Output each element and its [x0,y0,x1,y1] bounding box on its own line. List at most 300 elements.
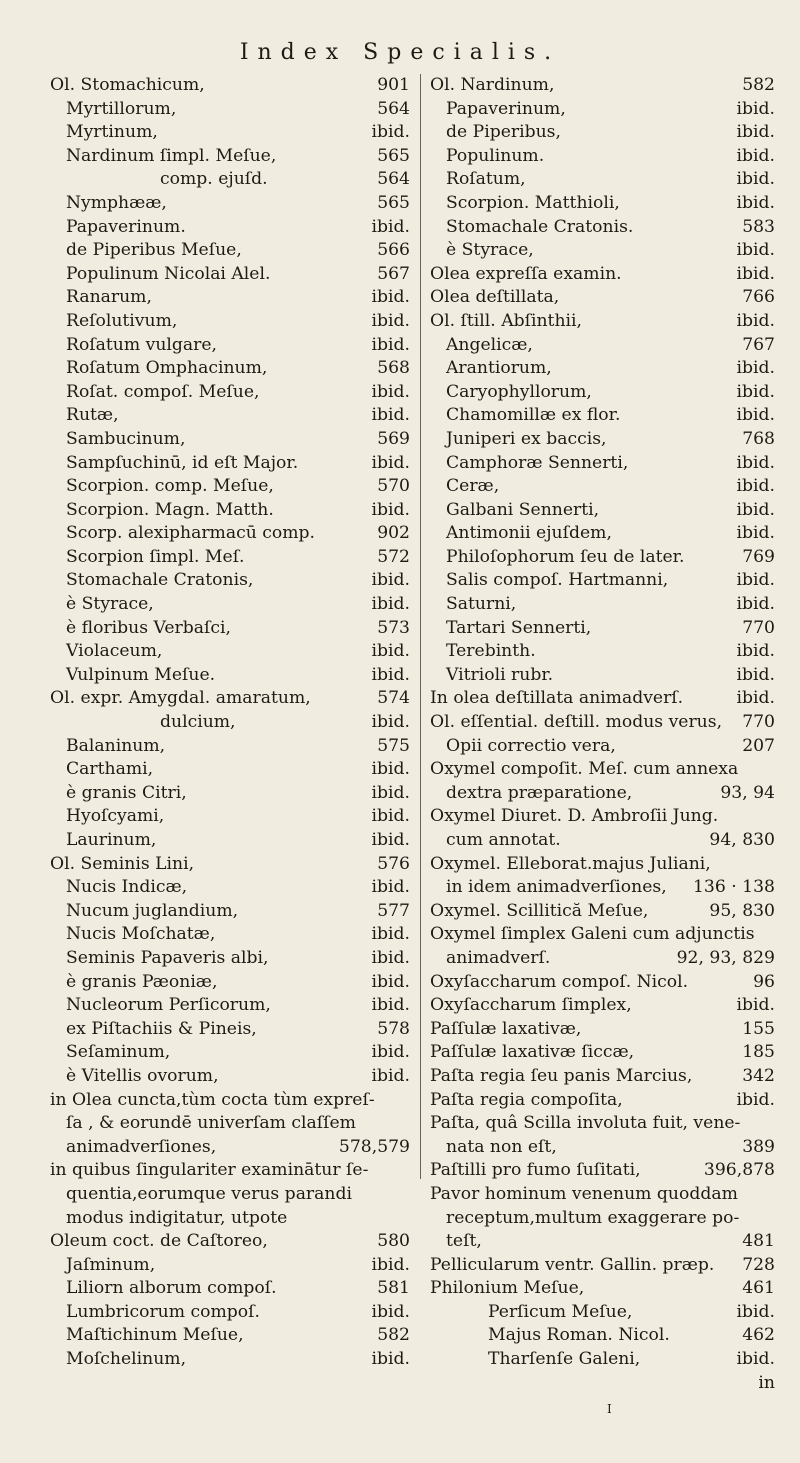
entry-line [430,1207,775,1231]
index-entry [50,593,410,617]
index-entry [430,1254,775,1278]
page-ref: 578,579 [338,1136,410,1157]
index-column-left [50,74,410,1372]
index-column-right [430,74,775,1395]
page-ref: ibid. [736,523,775,544]
index-entry [50,1301,410,1325]
entry-text: cum annotat. [446,830,561,850]
index-entry [430,404,775,428]
entry-name: Chamomillæ ex flor. [446,405,621,426]
index-entry [50,1230,410,1254]
page-ref: ibid. [736,641,775,662]
index-entry [430,1089,775,1113]
entry-name: Oxymel. Scillitică Meſue, [430,900,649,921]
index-entry [50,428,410,452]
page-ref: ibid. [371,924,410,945]
index-entry [50,168,410,192]
index-entry [50,286,410,310]
entry-name: Juniperi ex baccis, [446,428,607,449]
index-entry [50,192,410,216]
page-ref: 569 [377,428,410,449]
page-ref: 566 [377,240,410,261]
page-ref: ibid. [736,476,775,497]
entry-text: teſt, [446,1231,482,1252]
index-entry-multiline [430,1183,775,1254]
entry-name: Rutæ, [66,405,119,426]
page-ref: 564 [377,169,410,190]
entry-name [430,1372,540,1396]
page-ref: 768 [742,428,775,449]
entry-text: Paſta, quâ Scilla involuta fuit, vene- [430,1113,741,1134]
page-ref: ibid. [371,712,410,733]
index-entry [50,664,410,688]
entry-line [430,1230,775,1254]
page-ref: 570 [377,476,410,497]
page-ref: 728 [742,1254,775,1275]
index-entry [50,74,410,98]
entry-text: animadverſiones, [66,1136,217,1157]
entry-name: Antimonii ejuſdem, [446,523,612,544]
page-ref: 582 [377,1325,410,1346]
entry-name: Ol. Seminis Lini, [50,853,195,874]
index-entry [50,923,410,947]
entry-text: Oxymel. Elleborat.majus Juliani, [430,853,711,874]
entry-name: è Vitellis ovorum, [66,1065,219,1086]
index-entry [430,1372,775,1396]
page-ref: 396,878 [703,1160,775,1181]
page-ref: ibid. [371,806,410,827]
entry-name: dulcium, [160,712,236,733]
entry-name: Lumbricorum compoſ. [66,1301,260,1322]
entry-line [430,1112,775,1136]
page-ref: ibid. [736,570,775,591]
entry-line [50,1159,410,1183]
index-entry [50,782,410,806]
entry-name: Populinum. [446,145,545,166]
index-entry [430,735,775,759]
index-entry [430,310,775,334]
page-ref: ibid. [371,877,410,898]
entry-name: Oxyſaccharum compoſ. Nicol. [430,971,689,992]
page-ref: ibid. [371,782,410,803]
page-ref: ibid. [736,122,775,143]
entry-name: Olea expreſſa examin. [430,263,622,284]
index-entry [50,711,410,735]
entry-name: Maſtichinum Meſue, [66,1325,244,1346]
index-entry [430,381,775,405]
page-ref: 573 [377,617,410,638]
index-entry [430,121,775,145]
page-ref: ibid. [371,1254,410,1275]
column-divider [420,74,421,1179]
index-entry [430,1301,775,1325]
entry-name: Papaverinum, [446,98,566,119]
entry-name: Jaſminum, [66,1254,156,1275]
index-entry [50,876,410,900]
index-entry [50,900,410,924]
page-ref: ibid. [736,169,775,190]
page-ref: 581 [377,1278,410,1299]
page-ref: ibid. [371,1042,410,1063]
entry-name: Ceræ, [446,476,500,497]
index-entry [430,334,775,358]
entry-name: In olea deſtillata animadverſ. [430,688,684,709]
entry-name: Galbani Sennerti, [446,499,600,520]
entry-name: Ol. Nardinum, [430,75,555,95]
entry-name: Saturni, [446,594,517,615]
index-entry [50,971,410,995]
page-ref: ibid. [736,594,775,615]
entry-name: Oleum coct. de Caſtoreo, [50,1231,268,1252]
index-entry [50,758,410,782]
page-ref: ibid. [736,664,775,685]
page-ref: 575 [377,735,410,756]
index-entry [430,569,775,593]
page-ref: 462 [742,1325,775,1346]
index-entry [430,522,775,546]
entry-name: de Piperibus, [446,122,561,143]
index-entry [430,475,775,499]
index-entry-multiline [50,1089,410,1160]
page-ref: 901 [377,75,410,95]
entry-name: Nucleorum Perſicorum, [66,995,271,1016]
page-ref: ibid. [371,381,410,402]
entry-text: dextra præparatione, [446,782,633,803]
page-ref: 572 [377,546,410,567]
entry-name: Carthami, [66,759,154,780]
entry-line [430,947,775,971]
index-entry [50,263,410,287]
entry-line [430,1183,775,1207]
page-ref: 481 [742,1231,775,1252]
page-ref: 769 [742,546,775,567]
index-entry [50,1254,410,1278]
entry-name: Balaninum, [66,735,166,756]
entry-name: Nucum juglandium, [66,900,239,921]
entry-line [50,1089,410,1113]
index-entry [430,239,775,263]
page-ref: ibid. [736,1301,775,1322]
page-ref: 342 [742,1065,775,1086]
index-entry [50,357,410,381]
entry-name: Papaverinum. [66,216,186,237]
index-entry [430,192,775,216]
page-ref: ibid. [371,995,410,1016]
page-ref: 583 [742,216,775,237]
entry-line [430,1136,775,1160]
index-entry [50,947,410,971]
index-entry [430,98,775,122]
entry-name: Roſatum vulgare, [66,334,218,355]
page-title: Index Specialis. [239,40,561,65]
entry-name: Scorp. alexipharmacū comp. [66,523,315,544]
index-entry [430,145,775,169]
entry-name: Paſſulæ laxativæ ſiccæ, [430,1042,635,1063]
page-ref: ibid. [371,287,410,308]
page-ref: 567 [377,263,410,284]
index-entry [50,381,410,405]
index-entry [50,1018,410,1042]
page-ref: 770 [742,617,775,638]
index-entry [430,428,775,452]
entry-line [50,1183,410,1207]
page-ref: ibid. [736,1089,775,1110]
entry-name: Ol. expr. Amygdal. amaratum, [50,688,311,709]
entry-name: Majus Roman. Nicol. [488,1325,670,1346]
entry-name: Liliorn alborum compoſ. [66,1278,277,1299]
entry-line [430,829,775,853]
page-ref: ibid. [736,405,775,426]
index-entry [430,546,775,570]
entry-name: Stomachale Cratonis. [446,216,634,237]
index-entry [50,522,410,546]
entry-name: Nucis Indicæ, [66,877,188,898]
entry-name: Moſchelinum, [66,1349,187,1370]
page-ref: ibid. [371,570,410,591]
page-ref: 565 [377,145,410,166]
page-ref: ibid. [371,759,410,780]
index-entry-multiline [430,805,775,852]
page-ref: ibid. [736,310,775,331]
index-entry-multiline [430,853,775,900]
page-ref: 577 [377,900,410,921]
entry-text: Pavor hominum venenum quoddam [430,1183,738,1204]
page-ref: 93, 94 [720,782,775,803]
index-entry [430,711,775,735]
entry-name: Olea deſtillata, [430,287,560,308]
entry-line [430,923,775,947]
page-ref: ibid. [371,216,410,237]
index-entry [50,1324,410,1348]
index-entry [430,216,775,240]
entry-name: Paſtilli pro fumo ſuſitati, [430,1160,641,1181]
page-ref: ibid. [736,240,775,261]
entry-name: Laurinum, [66,830,157,850]
index-entry [50,617,410,641]
entry-name: Vitrioli rubr. [446,664,554,685]
entry-name: Seſaminum, [66,1042,171,1063]
page-ref: ibid. [371,664,410,685]
page-ref: ibid. [736,263,775,284]
index-entry [50,735,410,759]
page-ref: 564 [377,98,410,119]
page-ref: ibid. [371,1065,410,1086]
entry-name: Sambucinum, [66,428,186,449]
index-entry [50,805,410,829]
index-entry [430,617,775,641]
entry-text: in Olea cuncta,tùm cocta tùm expreſ- [50,1089,375,1110]
entry-name: Ranarum, [66,287,152,308]
page-ref: 767 [742,334,775,355]
page-ref: in [758,1372,775,1393]
index-entry [430,900,775,924]
entry-text: Oxymel Diuret. D. Ambroſii Jung. [430,806,719,827]
index-entry [50,1348,410,1372]
page-ref: ibid. [736,358,775,379]
page-ref: ibid. [736,192,775,213]
index-entry [50,499,410,523]
entry-name: Oxyſaccharum ſimplex, [430,995,632,1016]
entry-text: quentia,eorumque verus parandi [66,1183,352,1204]
page-ref: 568 [377,358,410,379]
entry-text: in quibus ſingulariter examinātur ſe- [50,1160,369,1181]
entry-name: Philonium Meſue, [430,1278,585,1299]
entry-name: Tartari Sennerti, [446,617,592,638]
entry-name: Roſatum, [446,169,526,190]
entry-name: Pellicularum ventr. Gallin. præp. [430,1254,715,1275]
page-ref: ibid. [371,122,410,143]
entry-name: Paſta regia compoſita, [430,1089,623,1110]
page-ref: ibid. [371,971,410,992]
index-entry [430,687,775,711]
entry-name: è granis Pæoniæ, [66,971,218,992]
entry-name: Hyoſcyami, [66,806,165,827]
page-ref: ibid. [736,452,775,473]
entry-name: Roſatum Omphacinum, [66,358,268,379]
page-ref: 580 [377,1231,410,1252]
entry-name: Scorpion. Magn. Matth. [66,499,274,520]
entry-name: Opii correctio vera, [446,735,616,756]
index-entry [50,687,410,711]
page-footer-mark: I [607,1402,612,1416]
index-entry [50,145,410,169]
page-ref: ibid. [371,1301,410,1322]
index-entry [430,640,775,664]
index-entry [50,216,410,240]
entry-name: Angelicæ, [446,334,533,355]
index-entry-multiline [430,923,775,970]
page-ref: ibid. [736,995,775,1016]
index-entry [430,593,775,617]
index-entry [430,1159,775,1183]
entry-name: Violaceum, [66,641,163,662]
entry-line [50,1136,410,1160]
entry-line [430,758,775,782]
index-entry [430,1324,775,1348]
page-ref: 578 [377,1018,410,1039]
entry-text: Oxymel compoſit. Meſ. cum annexa [430,759,739,780]
entry-name: Sampſuchinū, id eſt Major. [66,452,299,473]
entry-name: Arantiorum, [446,358,552,379]
index-entry [50,1277,410,1301]
entry-name: Stomachale Cratonis, [66,570,254,591]
entry-name: Nucis Moſchatæ, [66,924,216,945]
page-ref: 92, 93, 829 [676,947,775,968]
index-entry [430,1041,775,1065]
index-entry [430,664,775,688]
index-entry [50,98,410,122]
index-entry [430,357,775,381]
page-ref: 95, 830 [709,900,775,921]
entry-name: è Styrace, [66,594,154,615]
index-entry [50,334,410,358]
index-entry [430,1277,775,1301]
page-ref: ibid. [371,334,410,355]
page-ref: ibid. [736,499,775,520]
entry-name: ex Piſtachiis & Pineis, [66,1018,257,1039]
entry-name: Scorpion ſimpl. Meſ. [66,546,245,567]
entry-line [430,782,775,806]
entry-name: Philoſophorum ſeu de later. [446,546,685,567]
entry-name: Terebinth. [446,641,536,662]
index-entry-multiline [430,1112,775,1159]
page-ref: ibid. [736,1349,775,1370]
entry-line [430,853,775,877]
entry-name: Reſolutivum, [66,310,178,331]
entry-line [50,1207,410,1231]
page-ref: ibid. [736,145,775,166]
page-ref: 94, 830 [709,830,775,850]
index-entry [430,452,775,476]
index-entry [50,1041,410,1065]
page-ref: ibid. [736,688,775,709]
page-ref: 582 [742,75,775,95]
entry-name: de Piperibus Meſue, [66,240,242,261]
index-entry [50,239,410,263]
index-entry [50,475,410,499]
page-ref: ibid. [371,310,410,331]
entry-name: Myrtillorum, [66,98,177,119]
entry-name: Nardinum ſimpl. Meſue, [66,145,277,166]
entry-line [430,876,775,900]
page-ref: 766 [742,287,775,308]
entry-name: Ol. eſſential. deſtill. modus verus, [430,712,723,733]
entry-name: Caryophyllorum, [446,381,592,402]
entry-name: Perſicum Meſue, [488,1301,633,1322]
entry-name: Vulpinum Meſue. [66,664,216,685]
page-ref: 389 [742,1136,775,1157]
page-ref: 574 [377,688,410,709]
page-ref: ibid. [371,499,410,520]
page-ref: ibid. [736,381,775,402]
page-ref: 576 [377,853,410,874]
entry-name: Salis compoſ. Hartmanni, [446,570,669,591]
page-ref: 207 [742,735,775,756]
index-entry-multiline [430,758,775,805]
entry-name: Nymphææ, [66,192,167,213]
entry-name: Ol. Stomachicum, [50,75,205,95]
index-entry [430,499,775,523]
entry-name: Populinum Nicolai Alel. [66,263,271,284]
index-entry [430,168,775,192]
index-entry [430,1065,775,1089]
page-ref: 902 [377,523,410,544]
entry-name: Paſſulæ laxativæ, [430,1018,582,1039]
page-ref: 155 [742,1018,775,1039]
index-entry-multiline [50,1159,410,1230]
page-ref: ibid. [371,830,410,850]
index-entry [430,74,775,98]
index-entry [50,546,410,570]
index-entry [50,1065,410,1089]
index-entry [50,404,410,428]
page-ref: 770 [742,712,775,733]
entry-name: comp. ejuſd. [160,169,268,190]
entry-name: Seminis Papaveris albi, [66,947,269,968]
entry-name: Tharſenſe Galeni, [488,1349,641,1370]
index-entry [50,853,410,877]
index-entry [430,971,775,995]
entry-text: modus indigitatur, utpote [66,1207,288,1228]
entry-name: è floribus Verbaſci, [66,617,231,638]
entry-name: Scorpion. Matthioli, [446,192,620,213]
page-ref: 565 [377,192,410,213]
page-ref: ibid. [371,405,410,426]
index-entry [50,452,410,476]
entry-text: animadverſ. [446,947,551,968]
page-ref: 185 [742,1042,775,1063]
index-entry [50,829,410,853]
